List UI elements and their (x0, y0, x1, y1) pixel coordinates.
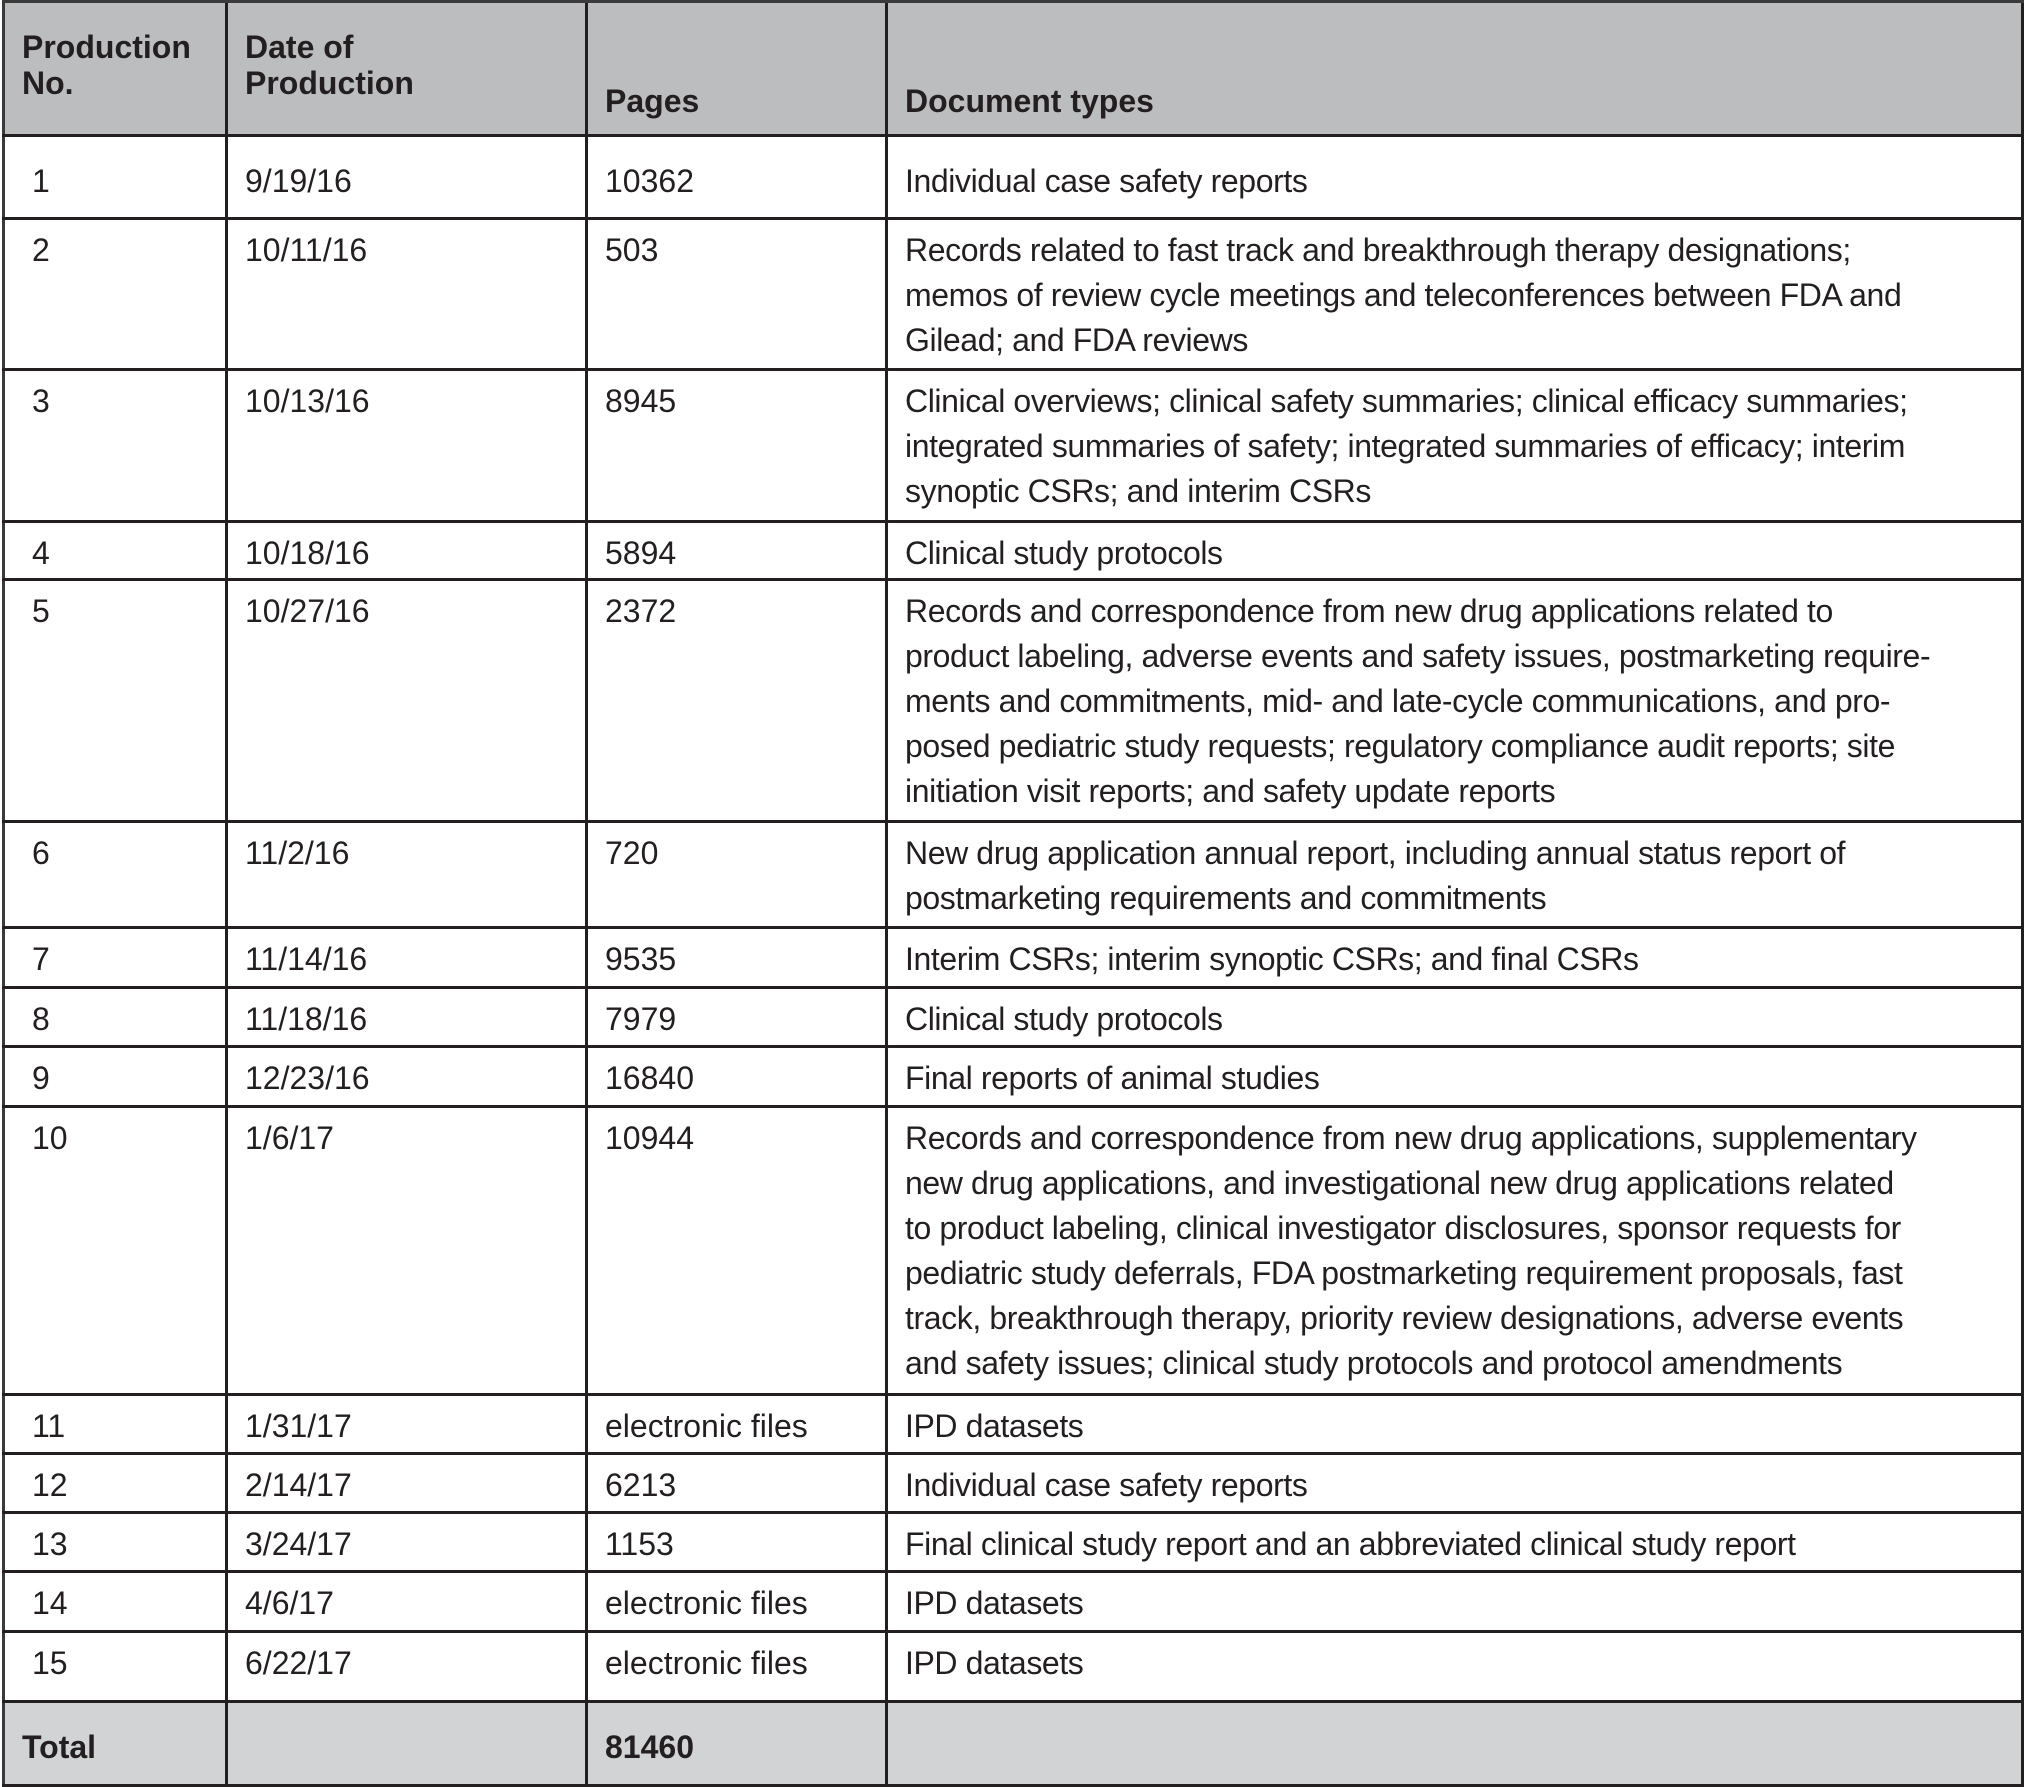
document-type-line: initiation visit reports; and safety update reports (905, 773, 1556, 809)
production-no-cell (2, 1048, 225, 1105)
production-no-cell-text: 4 (32, 535, 50, 571)
document-types-cell (885, 1108, 2024, 1393)
date-cell (225, 1048, 585, 1105)
date-cell (225, 220, 585, 368)
document-types-cell (885, 929, 2024, 986)
table-row (2, 1514, 2024, 1573)
date-cell (225, 1108, 585, 1393)
pages-cell (585, 823, 885, 926)
document-type-line: Interim CSRs; interim synoptic CSRs; and final CSRs (905, 941, 1639, 977)
document-types-cell (885, 581, 2024, 820)
document-type-line: Individual case safety reports (905, 163, 1308, 199)
document-type-line: Final reports of animal studies (905, 1060, 1320, 1096)
header-text: Production (245, 65, 414, 101)
production-no-cell-text: 14 (32, 1585, 68, 1621)
document-types-cell (885, 1573, 2024, 1630)
total-doc (885, 1703, 2024, 1784)
production-no-cell (2, 137, 225, 217)
document-type-line: IPD datasets (905, 1585, 1084, 1621)
date-cell (225, 989, 585, 1045)
date-cell-text: 9/19/16 (245, 163, 352, 199)
document-types-cell (885, 1396, 2024, 1452)
pages-cell (585, 523, 885, 578)
document-types-cell (885, 823, 2024, 926)
document-type-line: Clinical study protocols (905, 1001, 1223, 1037)
pages-cell (585, 1633, 885, 1700)
pages-cell-text: 1153 (605, 1526, 674, 1562)
total-label (2, 1703, 225, 1784)
pages-cell (585, 1573, 885, 1630)
total-pages-value: 81460 (605, 1729, 694, 1765)
table-row (2, 989, 2024, 1048)
date-cell-text: 10/27/16 (245, 593, 370, 629)
document-types-cell (885, 1633, 2024, 1700)
document-type-line: postmarketing requirements and commitments (905, 880, 1547, 916)
document-type-line: ments and commitments, mid- and late-cycle communications, and pro- (905, 683, 1891, 719)
production-no-cell-text: 2 (32, 232, 50, 268)
pages-cell (585, 371, 885, 520)
date-cell (225, 1396, 585, 1452)
document-type-line: IPD datasets (905, 1408, 1084, 1444)
date-cell (225, 1455, 585, 1511)
pages-cell-text: electronic files (605, 1585, 808, 1621)
document-type-line: pediatric study deferrals, FDA postmarketing requirement proposals, fast (905, 1255, 1903, 1291)
production-no-cell-text: 13 (32, 1526, 68, 1562)
pages-cell (585, 137, 885, 217)
date-cell (225, 137, 585, 217)
table-row (2, 137, 2024, 220)
document-type-line: and safety issues; clinical study protocols and protocol amendments (905, 1345, 1843, 1381)
production-no-cell-text: 5 (32, 593, 50, 629)
document-types-cell (885, 137, 2024, 217)
date-cell (225, 371, 585, 520)
production-no-cell-text: 11 (32, 1408, 66, 1444)
document-type-line: New drug application annual report, including annual status report of (905, 835, 1846, 871)
date-cell-text: 11/14/16 (245, 941, 368, 977)
pages-cell (585, 1048, 885, 1105)
pages-cell-text: 6213 (605, 1467, 677, 1503)
date-cell-text: 11/18/16 (245, 1001, 368, 1037)
pages-cell (585, 989, 885, 1045)
date-cell-text: 2/14/17 (245, 1467, 352, 1503)
pages-cell-text: 720 (605, 835, 659, 871)
document-type-line: memos of review cycle meetings and teleconferences between FDA and (905, 277, 1902, 313)
document-type-line: track, breakthrough therapy, priority review designations, adverse events (905, 1300, 1904, 1336)
production-no-cell (2, 371, 225, 520)
table-row (2, 929, 2024, 989)
document-type-line: synoptic CSRs; and interim CSRs (905, 473, 1371, 509)
table-row (2, 823, 2024, 929)
table-row (2, 1573, 2024, 1633)
document-type-line: Clinical study protocols (905, 535, 1223, 571)
production-no-cell (2, 1455, 225, 1511)
production-no-cell-text: 3 (32, 383, 50, 419)
document-type-line: Individual case safety reports (905, 1467, 1308, 1503)
total-label-text: Total (22, 1729, 97, 1765)
table-row (2, 1108, 2024, 1396)
production-no-cell-text: 1 (32, 163, 50, 199)
pages-cell-text: 5894 (605, 535, 677, 571)
document-type-line: Records and correspondence from new drug applications, supplementary (905, 1120, 1917, 1156)
pages-cell-text: 7979 (605, 1001, 677, 1037)
total-pages (585, 1703, 885, 1784)
pages-cell-text: 8945 (605, 383, 677, 419)
production-no-cell (2, 929, 225, 986)
date-cell-text: 10/18/16 (245, 535, 370, 571)
document-types-cell (885, 220, 2024, 368)
production-no-cell (2, 1396, 225, 1452)
pages-cell (585, 1108, 885, 1393)
date-cell (225, 1633, 585, 1700)
date-cell (225, 523, 585, 578)
pages-cell-text: electronic files (605, 1645, 808, 1681)
production-no-cell-text: 8 (32, 1001, 50, 1037)
production-no-cell (2, 1514, 225, 1570)
header-date-of-production (225, 3, 585, 134)
date-cell-text: 6/22/17 (245, 1645, 352, 1681)
date-cell (225, 1573, 585, 1630)
pages-cell-text: 2372 (605, 593, 677, 629)
pages-cell (585, 1514, 885, 1570)
header-document-types (885, 3, 2024, 134)
document-type-line: Final clinical study report and an abbreviated clinical study report (905, 1526, 1796, 1562)
date-cell (225, 1514, 585, 1570)
header-text: Pages (605, 83, 700, 119)
pages-cell-text: 16840 (605, 1060, 694, 1096)
production-no-cell-text: 9 (32, 1060, 50, 1096)
document-type-line: new drug applications, and investigational new drug applications related (905, 1165, 1894, 1201)
document-type-line: integrated summaries of safety; integrated summaries of efficacy; interim (905, 428, 1905, 464)
document-type-line: posed pediatric study requests; regulatory compliance audit reports; site (905, 728, 1896, 764)
date-cell-text: 3/24/17 (245, 1526, 352, 1562)
production-no-cell (2, 1108, 225, 1393)
production-no-cell (2, 220, 225, 368)
production-no-cell (2, 823, 225, 926)
pages-cell-text: 10944 (605, 1120, 694, 1156)
header-text: No. (22, 65, 74, 101)
total-date (225, 1703, 585, 1784)
table-row (2, 1633, 2024, 1703)
production-no-cell-text: 10 (32, 1120, 68, 1156)
production-no-cell-text: 7 (32, 941, 50, 977)
date-cell-text: 12/23/16 (245, 1060, 370, 1096)
document-type-line: IPD datasets (905, 1645, 1084, 1681)
production-no-cell-text: 15 (32, 1645, 68, 1681)
header-text: Date of (245, 29, 354, 65)
document-types-cell (885, 1048, 2024, 1105)
document-types-cell (885, 989, 2024, 1045)
table-row (2, 220, 2024, 371)
date-cell (225, 823, 585, 926)
pages-cell (585, 1396, 885, 1452)
document-type-line: Records and correspondence from new drug applications related to (905, 593, 1833, 629)
table-row (2, 371, 2024, 523)
date-cell-text: 10/11/16 (245, 232, 368, 268)
production-no-cell (2, 523, 225, 578)
pages-cell-text: 9535 (605, 941, 677, 977)
document-type-line: Clinical overviews; clinical safety summaries; clinical efficacy summaries; (905, 383, 1908, 419)
pages-cell-text: 10362 (605, 163, 694, 199)
table-total-row (2, 1703, 2024, 1787)
pages-cell (585, 1455, 885, 1511)
document-type-line: Gilead; and FDA reviews (905, 322, 1248, 358)
pages-cell (585, 581, 885, 820)
header-pages (585, 3, 885, 134)
document-types-cell (885, 1514, 2024, 1570)
document-types-cell (885, 1455, 2024, 1511)
pages-cell-text: electronic files (605, 1408, 808, 1444)
production-no-cell (2, 1633, 225, 1700)
production-no-cell (2, 581, 225, 820)
date-cell-text: 4/6/17 (245, 1585, 334, 1621)
header-production-no (2, 3, 225, 134)
date-cell-text: 1/31/17 (245, 1408, 352, 1444)
date-cell-text: 11/2/16 (245, 835, 350, 871)
table-row (2, 523, 2024, 581)
header-text: Production (22, 29, 191, 65)
production-no-cell (2, 989, 225, 1045)
document-types-cell (885, 371, 2024, 520)
document-type-line: product labeling, adverse events and safety issues, postmarketing require- (905, 638, 1931, 674)
document-type-line: to product labeling, clinical investigator disclosures, sponsor requests for (905, 1210, 1901, 1246)
table-row (2, 581, 2024, 823)
date-cell (225, 929, 585, 986)
header-text: Document types (905, 83, 1154, 119)
production-no-cell-text: 12 (32, 1467, 68, 1503)
date-cell-text: 10/13/16 (245, 383, 370, 419)
document-type-line: Records related to fast track and breakthrough therapy designations; (905, 232, 1851, 268)
date-cell-text: 1/6/17 (245, 1120, 334, 1156)
table-row (2, 1455, 2024, 1514)
production-no-cell (2, 1573, 225, 1630)
table-row (2, 1048, 2024, 1108)
table-header-row (2, 0, 2024, 137)
date-cell (225, 581, 585, 820)
pages-cell-text: 503 (605, 232, 659, 268)
pages-cell (585, 220, 885, 368)
pages-cell (585, 929, 885, 986)
document-types-cell (885, 523, 2024, 578)
table-row (2, 1396, 2024, 1455)
production-no-cell-text: 6 (32, 835, 50, 871)
